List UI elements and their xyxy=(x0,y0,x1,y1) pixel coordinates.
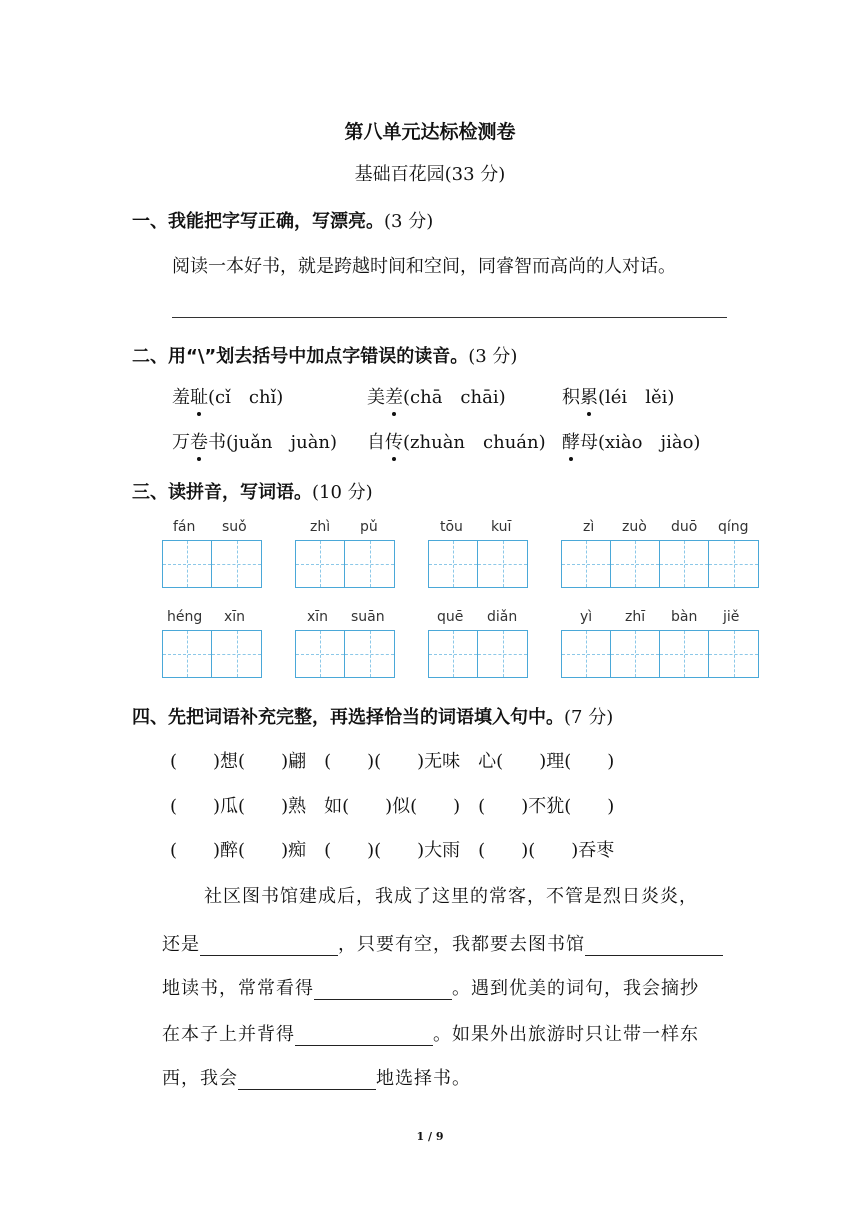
pinyin-label: suǒ xyxy=(222,519,247,535)
writing-line[interactable] xyxy=(172,316,727,318)
paragraph-line: 地读书，常常看得 。遇到优美的词句，我会摘抄 xyxy=(162,978,699,999)
writing-grid[interactable] xyxy=(162,540,262,588)
pinyin-label: fán xyxy=(173,519,196,535)
pinyin-label: zuò xyxy=(622,519,647,535)
pinyin-label: qíng xyxy=(718,519,749,535)
question-1-title: 一、我能把字写正确，写漂亮。 xyxy=(132,211,384,232)
writing-grid[interactable] xyxy=(295,630,395,678)
paragraph-line: 在本子上并背得 。如果外出旅游时只让带一样东 xyxy=(162,1024,699,1045)
pinyin-label: duō xyxy=(671,519,698,535)
pronunciation-item[interactable]: 羞耻(cǐ chǐ) xyxy=(172,383,283,409)
question-4-heading xyxy=(132,703,613,729)
question-2-title: 二、用“\”划去括号中加点字错误的读音。 xyxy=(132,346,469,367)
writing-grid[interactable] xyxy=(162,630,262,678)
pinyin-label: suān xyxy=(351,609,385,625)
pronunciation-item[interactable]: 酵母(xiào jiào) xyxy=(562,428,700,454)
question-3-title: 三、读拼音，写词语。 xyxy=(132,482,312,503)
writing-grid[interactable] xyxy=(561,540,759,588)
question-2-heading xyxy=(132,342,517,368)
question-3-heading xyxy=(132,478,373,504)
paragraph-line: 社区图书馆建成后，我成了这里的常客，不管是烈日炎炎， xyxy=(204,886,698,907)
pronunciation-item[interactable]: 美差(chā chāi) xyxy=(367,383,506,409)
idiom-line[interactable]: ( )想( )翩 ( )( )无味 心( )理( ) xyxy=(170,751,615,772)
pinyin-label: héng xyxy=(167,609,203,625)
question-1-heading xyxy=(132,207,433,233)
page-title: 第八单元达标检测卷 xyxy=(344,121,516,143)
question-4-score: (7 分) xyxy=(564,707,614,728)
pinyin-label: zhì xyxy=(310,519,331,535)
pinyin-label: kuī xyxy=(491,519,512,535)
section-subtitle: 基础百花园(33 分) xyxy=(354,164,506,185)
question-4-title: 四、先把词语补充完整，再选择恰当的词语填入句中。 xyxy=(132,707,564,728)
pinyin-label: quē xyxy=(437,609,464,625)
paragraph-line: 西，我会 地选择书。 xyxy=(162,1068,471,1089)
pinyin-label: xīn xyxy=(307,609,329,625)
fill-blank[interactable] xyxy=(295,1027,433,1046)
question-2-score: (3 分) xyxy=(468,346,518,367)
question-1-sentence: 阅读一本好书，就是跨越时间和空间，同睿智而高尚的人对话。 xyxy=(172,256,676,277)
pronunciation-item[interactable]: 积累(léi lěi) xyxy=(562,383,674,409)
writing-grid[interactable] xyxy=(295,540,395,588)
pinyin-label: bàn xyxy=(671,609,698,625)
idiom-line[interactable]: ( )醉( )痴 ( )( )大雨 ( )( )吞枣 xyxy=(170,840,615,861)
pinyin-label: zhī xyxy=(625,609,646,625)
pinyin-label: yì xyxy=(580,609,593,625)
pinyin-label: pǔ xyxy=(360,519,378,535)
pinyin-label: diǎn xyxy=(487,609,518,625)
pinyin-label: jiě xyxy=(723,609,740,625)
writing-grid[interactable] xyxy=(428,630,528,678)
pinyin-label: tōu xyxy=(440,519,463,535)
pinyin-label: zì xyxy=(583,519,595,535)
writing-grid[interactable] xyxy=(561,630,759,678)
writing-grid[interactable] xyxy=(428,540,528,588)
fill-blank[interactable] xyxy=(314,981,452,1000)
page-number: 1 / 9 xyxy=(416,1130,444,1143)
idiom-line[interactable]: ( )瓜( )熟 如( )似( ) ( )不犹( ) xyxy=(170,796,615,817)
pronunciation-item[interactable]: 万卷书(juǎn juàn) xyxy=(172,428,337,454)
fill-blank[interactable] xyxy=(200,937,338,956)
question-1-score: (3 分) xyxy=(384,211,434,232)
fill-blank[interactable] xyxy=(585,937,723,956)
pronunciation-item[interactable]: 自传(zhuàn chuán) xyxy=(367,428,546,454)
pinyin-label: xīn xyxy=(224,609,246,625)
paragraph-line: 还是 ，只要有空，我都要去图书馆 xyxy=(162,930,723,956)
fill-blank[interactable] xyxy=(238,1071,376,1090)
question-3-score: (10 分) xyxy=(312,482,373,503)
